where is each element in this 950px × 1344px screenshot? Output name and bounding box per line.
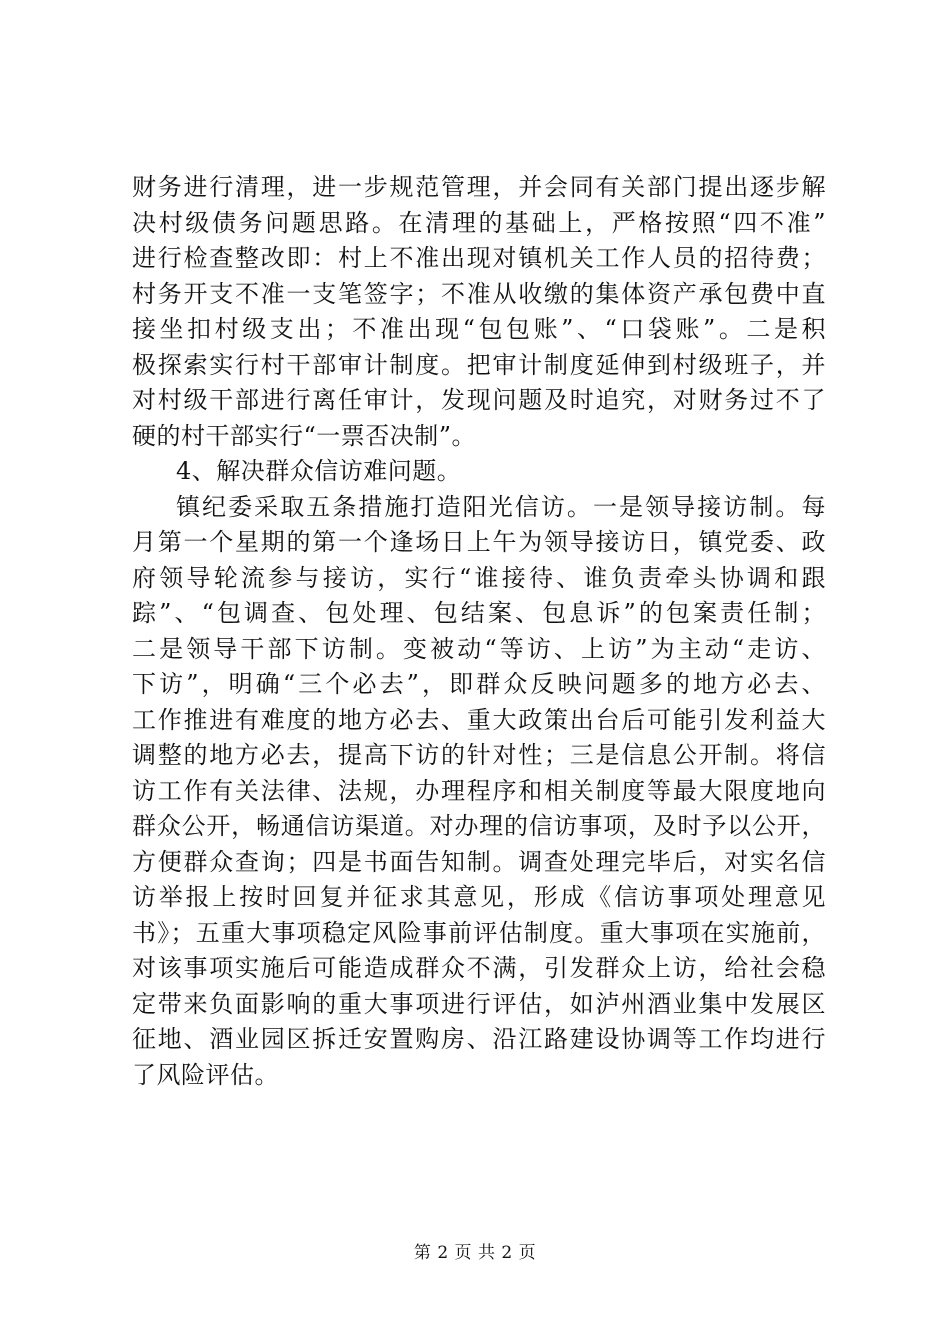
- page-number-footer: 第 2 页 共 2 页: [413, 1243, 537, 1263]
- text-line: 村务开支不准一支笔签字；不准从收缴的集体资产承包费中直: [132, 279, 826, 308]
- body-text: [132, 170, 826, 1093]
- text-line: 二是领导干部下访制。变被动“等访、上访”为主动“走访、: [132, 634, 826, 663]
- text-line: 踪”、“包调查、包处理、包结案、包息诉”的包案责任制；: [132, 599, 826, 627]
- text-line: 硬的村干部实行“一票否决制”。: [132, 421, 477, 450]
- text-line: 对该事项实施后可能造成群众不满，引发群众上访，给社会稳: [132, 954, 826, 982]
- text-line: 月第一个星期的第一个逢场日上午为领导接访日，镇党委、政: [132, 528, 826, 556]
- text-line: 财务进行清理，进一步规范管理，并会同有关部门提出逐步解: [132, 173, 826, 201]
- text-line: 镇纪委采取五条措施打造阳光信访。一是领导接访制。每: [176, 492, 826, 521]
- text-line: 进行检查整改即：村上不准出现对镇机关工作人员的招待费；: [132, 244, 826, 272]
- text-line: 了风险评估。: [132, 1060, 279, 1089]
- section-heading: 4、解决群众信访难问题。: [176, 457, 462, 485]
- text-line: 下访”，明确“三个必去”，即群众反映问题多的地方必去、: [132, 670, 826, 698]
- text-line: 访工作有关法律、法规，办理程序和相关制度等最大限度地向: [132, 776, 826, 805]
- text-line: 群众公开，畅通信访渠道。对办理的信访事项，及时予以公开，: [132, 812, 826, 840]
- paragraph-2: [132, 490, 826, 1094]
- text-line: 府领导轮流参与接访，实行“谁接待、谁负责牵头协调和跟: [132, 563, 826, 592]
- text-line: 征地、酒业园区拆迁安置购房、沿江路建设协调等工作均进行: [132, 1025, 826, 1053]
- text-line: 书》；五重大事项稳定风险事前评估制度。重大事项在实施前，: [132, 918, 826, 947]
- text-line: 决村级债务问题思路。在清理的基础上，严格按照“四不准”: [132, 208, 826, 237]
- text-line: 方便群众查询；四是书面告知制。调查处理完毕后，对实名信: [132, 847, 826, 876]
- text-line: 极探索实行村干部审计制度。把审计制度延伸到村级班子，并: [132, 350, 826, 379]
- paragraph-1: [132, 170, 826, 454]
- text-line: 接坐扣村级支出；不准出现“包包账”、“口袋账”。二是积: [132, 315, 826, 343]
- text-line: 定带来负面影响的重大事项进行评估，如泸州酒业集中发展区: [132, 989, 826, 1018]
- text-line: 对村级干部进行离任审计，发现问题及时追究，对财务过不了: [132, 386, 826, 414]
- text-line: 工作推进有难度的地方必去、重大政策出台后可能引发利益大: [132, 705, 826, 734]
- text-line: 调整的地方必去，提高下访的针对性；三是信息公开制。将信: [132, 741, 826, 769]
- text-line: 访举报上按时回复并征求其意见，形成《信访事项处理意见: [132, 883, 826, 911]
